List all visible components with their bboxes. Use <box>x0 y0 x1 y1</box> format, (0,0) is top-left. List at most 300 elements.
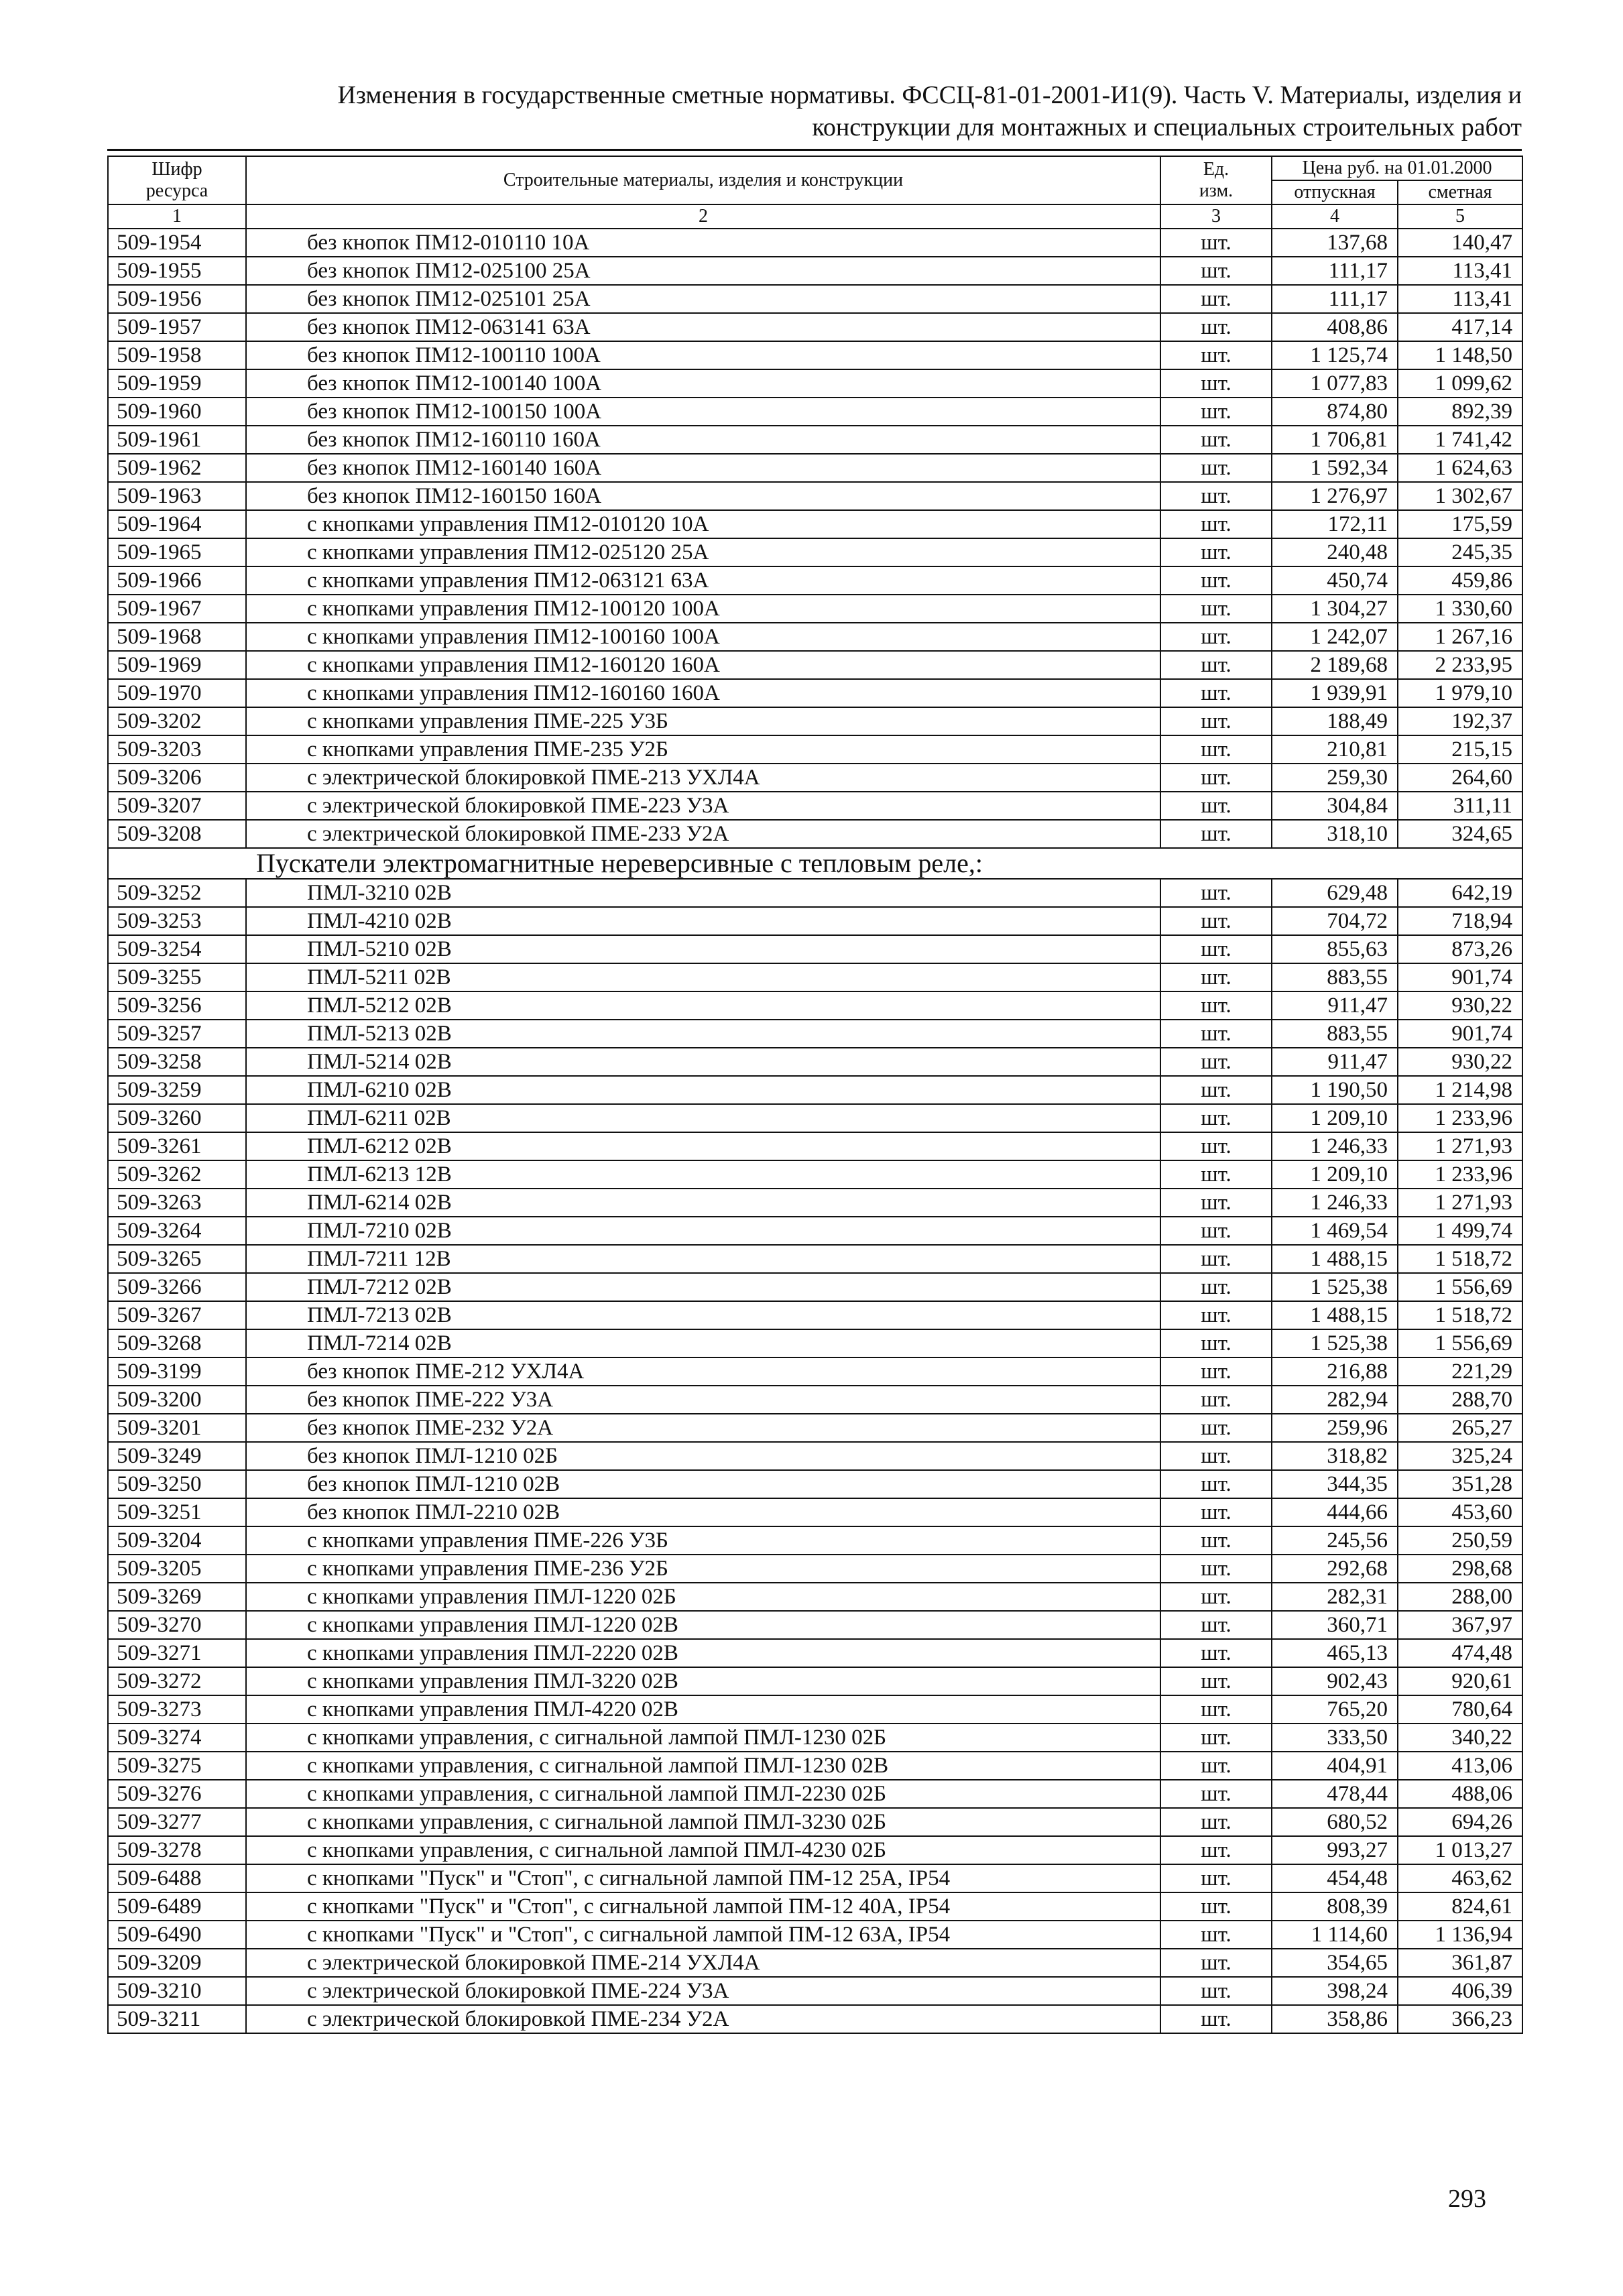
estimate-price: 1 267,16 <box>1398 623 1522 651</box>
release-price: 883,55 <box>1272 1020 1398 1048</box>
column-number: 3 <box>1160 204 1272 229</box>
estimate-price: 901,74 <box>1398 963 1522 991</box>
material-name: с кнопками управления ПМ12-063121 63А <box>246 566 1160 595</box>
release-price: 478,44 <box>1272 1780 1398 1808</box>
material-name: с кнопками управления ПМЛ-3220 02В <box>246 1667 1160 1695</box>
material-name: без кнопок ПМЕ-232 У2А <box>246 1414 1160 1442</box>
table-row <box>108 1526 1522 1555</box>
unit-cell: шт. <box>1160 1160 1272 1189</box>
resource-code: 509-3275 <box>108 1752 246 1780</box>
table-row <box>108 1273 1522 1301</box>
resource-code: 509-3261 <box>108 1132 246 1160</box>
table-row <box>108 398 1522 426</box>
estimate-price: 250,59 <box>1398 1526 1522 1555</box>
estimate-price: 192,37 <box>1398 707 1522 735</box>
table-row <box>108 1667 1522 1695</box>
release-price: 1 469,54 <box>1272 1217 1398 1245</box>
unit-cell: шт. <box>1160 1780 1272 1808</box>
price-table <box>107 156 1523 2034</box>
material-name: без кнопок ПМ12-100150 100А <box>246 398 1160 426</box>
unit-cell: шт. <box>1160 1611 1272 1639</box>
header-line-1: Изменения в государственные сметные нормативы. ФССЦ-81-01-2001-И1(9). Часть V. Материалы, изделия и <box>337 81 1522 109</box>
release-price: 172,11 <box>1272 510 1398 538</box>
table-row <box>108 313 1522 341</box>
unit-cell: шт. <box>1160 1442 1272 1470</box>
estimate-price: 1 624,63 <box>1398 454 1522 482</box>
resource-code: 509-1959 <box>108 369 246 398</box>
resource-code: 509-3210 <box>108 1977 246 2005</box>
estimate-price: 1 233,96 <box>1398 1160 1522 1189</box>
resource-code: 509-3258 <box>108 1048 246 1076</box>
unit-cell: шт. <box>1160 1357 1272 1386</box>
unit-cell: шт. <box>1160 651 1272 679</box>
material-name: без кнопок ПМЕ-222 У3А <box>246 1386 1160 1414</box>
release-price: 1 209,10 <box>1272 1160 1398 1189</box>
table-row <box>108 991 1522 1020</box>
release-price: 245,56 <box>1272 1526 1398 1555</box>
release-price: 188,49 <box>1272 707 1398 735</box>
estimate-price: 1 099,62 <box>1398 369 1522 398</box>
estimate-price: 288,00 <box>1398 1583 1522 1611</box>
estimate-price: 1 302,67 <box>1398 482 1522 510</box>
resource-code: 509-3273 <box>108 1695 246 1724</box>
table-row <box>108 907 1522 935</box>
header-line-2: конструкции для монтажных и специальных строительных работ <box>812 113 1522 141</box>
release-price: 454,48 <box>1272 1864 1398 1892</box>
release-price: 398,24 <box>1272 1977 1398 2005</box>
head-price: Цена руб. на 01.01.2000 <box>1272 156 1522 180</box>
release-price: 1 246,33 <box>1272 1132 1398 1160</box>
estimate-price: 417,14 <box>1398 313 1522 341</box>
release-price: 2 189,68 <box>1272 651 1398 679</box>
material-name: с кнопками управления ПМЕ-236 У2Б <box>246 1555 1160 1583</box>
unit-cell: шт. <box>1160 510 1272 538</box>
resource-code: 509-3263 <box>108 1189 246 1217</box>
resource-code: 509-3249 <box>108 1442 246 1470</box>
estimate-price: 288,70 <box>1398 1386 1522 1414</box>
table-row <box>108 707 1522 735</box>
release-price: 902,43 <box>1272 1667 1398 1695</box>
release-price: 704,72 <box>1272 907 1398 935</box>
estimate-price: 1 136,94 <box>1398 1921 1522 1949</box>
table-row <box>108 935 1522 963</box>
table-row <box>108 1611 1522 1639</box>
unit-cell: шт. <box>1160 1526 1272 1555</box>
table-row <box>108 1414 1522 1442</box>
estimate-price: 1 233,96 <box>1398 1104 1522 1132</box>
resource-code: 509-3207 <box>108 792 246 820</box>
unit-cell: шт. <box>1160 820 1272 848</box>
material-name: с электрической блокировкой ПМЕ-213 УХЛ4А <box>246 764 1160 792</box>
table-row <box>108 369 1522 398</box>
table-body-1 <box>108 229 1522 848</box>
material-name: без кнопок ПМ12-010110 10А <box>246 229 1160 257</box>
material-name: с кнопками управления, с сигнальной лампой ПМЛ-3230 02Б <box>246 1808 1160 1836</box>
release-price: 465,13 <box>1272 1639 1398 1667</box>
table-row <box>108 285 1522 313</box>
resource-code: 509-3256 <box>108 991 246 1020</box>
unit-cell: шт. <box>1160 229 1272 257</box>
release-price: 911,47 <box>1272 991 1398 1020</box>
release-price: 137,68 <box>1272 229 1398 257</box>
resource-code: 509-3265 <box>108 1245 246 1273</box>
unit-cell: шт. <box>1160 1836 1272 1864</box>
table-row <box>108 1555 1522 1583</box>
resource-code: 509-1962 <box>108 454 246 482</box>
resource-code: 509-3272 <box>108 1667 246 1695</box>
release-price: 318,82 <box>1272 1442 1398 1470</box>
resource-code: 509-1970 <box>108 679 246 707</box>
unit-cell: шт. <box>1160 1921 1272 1949</box>
estimate-price: 1 556,69 <box>1398 1273 1522 1301</box>
table-row <box>108 1639 1522 1667</box>
table-row <box>108 1808 1522 1836</box>
unit-cell: шт. <box>1160 1752 1272 1780</box>
estimate-price: 298,68 <box>1398 1555 1522 1583</box>
material-name: ПМЛ-6214 02В <box>246 1189 1160 1217</box>
table-row <box>108 1217 1522 1245</box>
material-name: без кнопок ПМ12-025101 25А <box>246 285 1160 313</box>
release-price: 304,84 <box>1272 792 1398 820</box>
material-name: ПМЛ-5213 02В <box>246 1020 1160 1048</box>
material-name: без кнопок ПМ12-100140 100А <box>246 369 1160 398</box>
release-price: 1 304,27 <box>1272 595 1398 623</box>
resource-code: 509-1957 <box>108 313 246 341</box>
release-price: 333,50 <box>1272 1724 1398 1752</box>
release-price: 883,55 <box>1272 963 1398 991</box>
estimate-price: 930,22 <box>1398 991 1522 1020</box>
table-head <box>108 156 1522 229</box>
release-price: 1 939,91 <box>1272 679 1398 707</box>
estimate-price: 1 271,93 <box>1398 1189 1522 1217</box>
material-name: с кнопками управления ПМЕ-235 У2Б <box>246 735 1160 764</box>
material-name: ПМЛ-7214 02В <box>246 1329 1160 1357</box>
table-row <box>108 679 1522 707</box>
material-name: с кнопками управления, с сигнальной лампой ПМЛ-2230 02Б <box>246 1780 1160 1808</box>
unit-cell: шт. <box>1160 482 1272 510</box>
material-name: ПМЛ-7213 02В <box>246 1301 1160 1329</box>
unit-cell: шт. <box>1160 1724 1272 1752</box>
unit-cell: шт. <box>1160 341 1272 369</box>
resource-code: 509-3257 <box>108 1020 246 1048</box>
unit-cell: шт. <box>1160 1949 1272 1977</box>
table-row <box>108 2005 1522 2033</box>
table-row <box>108 623 1522 651</box>
material-name: с кнопками "Пуск" и "Стоп", с сигнальной лампой ПМ-12 40А, IP54 <box>246 1892 1160 1921</box>
resource-code: 509-3205 <box>108 1555 246 1583</box>
material-name: без кнопок ПМЛ-1210 02Б <box>246 1442 1160 1470</box>
resource-code: 509-6490 <box>108 1921 246 1949</box>
release-price: 259,30 <box>1272 764 1398 792</box>
unit-cell: шт. <box>1160 285 1272 313</box>
resource-code: 509-3277 <box>108 1808 246 1836</box>
resource-code: 509-3211 <box>108 2005 246 2033</box>
release-price: 1 246,33 <box>1272 1189 1398 1217</box>
material-name: с кнопками управления ПМ12-100160 100А <box>246 623 1160 651</box>
material-name: без кнопок ПМ12-160110 160А <box>246 426 1160 454</box>
estimate-price: 892,39 <box>1398 398 1522 426</box>
estimate-price: 324,65 <box>1398 820 1522 848</box>
estimate-price: 453,60 <box>1398 1498 1522 1526</box>
material-name: без кнопок ПМ12-160140 160А <box>246 454 1160 482</box>
release-price: 1 242,07 <box>1272 623 1398 651</box>
unit-cell: шт. <box>1160 792 1272 820</box>
material-name: без кнопок ПМЛ-1210 02В <box>246 1470 1160 1498</box>
table-row <box>108 1498 1522 1526</box>
estimate-price: 463,62 <box>1398 1864 1522 1892</box>
material-name: ПМЛ-5214 02В <box>246 1048 1160 1076</box>
estimate-price: 113,41 <box>1398 285 1522 313</box>
estimate-price: 920,61 <box>1398 1667 1522 1695</box>
material-name: ПМЛ-6211 02В <box>246 1104 1160 1132</box>
estimate-price: 1 214,98 <box>1398 1076 1522 1104</box>
estimate-price: 718,94 <box>1398 907 1522 935</box>
estimate-price: 1 518,72 <box>1398 1301 1522 1329</box>
release-price: 855,63 <box>1272 935 1398 963</box>
table-row <box>108 1386 1522 1414</box>
estimate-price: 221,29 <box>1398 1357 1522 1386</box>
head-code: Шифр ресурса <box>108 156 246 204</box>
unit-cell: шт. <box>1160 735 1272 764</box>
release-price: 1 592,34 <box>1272 454 1398 482</box>
unit-cell: шт. <box>1160 398 1272 426</box>
estimate-price: 1 741,42 <box>1398 426 1522 454</box>
resource-code: 509-3253 <box>108 907 246 935</box>
column-number: 1 <box>108 204 246 229</box>
material-name: с кнопками управления ПМЕ-226 У3Б <box>246 1526 1160 1555</box>
resource-code: 509-1960 <box>108 398 246 426</box>
estimate-price: 1 271,93 <box>1398 1132 1522 1160</box>
release-price: 1 209,10 <box>1272 1104 1398 1132</box>
material-name: с кнопками управления ПМ12-160160 160А <box>246 679 1160 707</box>
estimate-price: 325,24 <box>1398 1442 1522 1470</box>
release-price: 1 077,83 <box>1272 369 1398 398</box>
resource-code: 509-3271 <box>108 1639 246 1667</box>
material-name: с кнопками управления ПМЛ-1220 02Б <box>246 1583 1160 1611</box>
release-price: 240,48 <box>1272 538 1398 566</box>
estimate-price: 245,35 <box>1398 538 1522 566</box>
resource-code: 509-1965 <box>108 538 246 566</box>
material-name: с кнопками управления ПМЛ-1220 02В <box>246 1611 1160 1639</box>
release-price: 1 488,15 <box>1272 1301 1398 1329</box>
estimate-price: 265,27 <box>1398 1414 1522 1442</box>
estimate-price: 474,48 <box>1398 1639 1522 1667</box>
resource-code: 509-3264 <box>108 1217 246 1245</box>
table-row <box>108 1442 1522 1470</box>
resource-code: 509-1956 <box>108 285 246 313</box>
table-row <box>108 1020 1522 1048</box>
unit-cell: шт. <box>1160 1695 1272 1724</box>
resource-code: 509-1961 <box>108 426 246 454</box>
material-name: с электрической блокировкой ПМЕ-223 У3А <box>246 792 1160 820</box>
estimate-price: 406,39 <box>1398 1977 1522 2005</box>
table-body-2 <box>108 879 1522 2033</box>
estimate-price: 140,47 <box>1398 229 1522 257</box>
unit-cell: шт. <box>1160 1977 1272 2005</box>
table-row <box>108 1864 1522 1892</box>
unit-cell: шт. <box>1160 1386 1272 1414</box>
unit-cell: шт. <box>1160 991 1272 1020</box>
release-price: 358,86 <box>1272 2005 1398 2033</box>
release-price: 1 190,50 <box>1272 1076 1398 1104</box>
table-row <box>108 651 1522 679</box>
resource-code: 509-1964 <box>108 510 246 538</box>
table-row <box>108 1780 1522 1808</box>
resource-code: 509-3268 <box>108 1329 246 1357</box>
table-row <box>108 1245 1522 1273</box>
table-row <box>108 792 1522 820</box>
release-price: 444,66 <box>1272 1498 1398 1526</box>
resource-code: 509-1955 <box>108 257 246 285</box>
release-price: 259,96 <box>1272 1414 1398 1442</box>
resource-code: 509-1966 <box>108 566 246 595</box>
material-name: ПМЛ-4210 02В <box>246 907 1160 935</box>
table-row <box>108 482 1522 510</box>
resource-code: 509-6488 <box>108 1864 246 1892</box>
estimate-price: 642,19 <box>1398 879 1522 907</box>
table-row <box>108 1695 1522 1724</box>
material-name: без кнопок ПМ12-160150 160А <box>246 482 1160 510</box>
material-name: с электрической блокировкой ПМЕ-214 УХЛ4А <box>246 1949 1160 1977</box>
resource-code: 509-1954 <box>108 229 246 257</box>
material-name: с кнопками управления ПМ12-025120 25А <box>246 538 1160 566</box>
resource-code: 509-3269 <box>108 1583 246 1611</box>
material-name: ПМЛ-7211 12В <box>246 1245 1160 1273</box>
unit-cell: шт. <box>1160 454 1272 482</box>
estimate-price: 311,11 <box>1398 792 1522 820</box>
table-row <box>108 341 1522 369</box>
release-price: 765,20 <box>1272 1695 1398 1724</box>
estimate-price: 1 518,72 <box>1398 1245 1522 1273</box>
material-name: с электрической блокировкой ПМЕ-233 У2А <box>246 820 1160 848</box>
table-row <box>108 1752 1522 1780</box>
resource-code: 509-3202 <box>108 707 246 735</box>
resource-code: 509-1969 <box>108 651 246 679</box>
release-price: 911,47 <box>1272 1048 1398 1076</box>
release-price: 993,27 <box>1272 1836 1398 1864</box>
estimate-price: 824,61 <box>1398 1892 1522 1921</box>
estimate-price: 366,23 <box>1398 2005 1522 2033</box>
table-row <box>108 454 1522 482</box>
table-row <box>108 1132 1522 1160</box>
material-name: с кнопками управления ПМЛ-4220 02В <box>246 1695 1160 1724</box>
estimate-price: 780,64 <box>1398 1695 1522 1724</box>
table-row <box>108 229 1522 257</box>
table-row <box>108 1892 1522 1921</box>
unit-cell: шт. <box>1160 707 1272 735</box>
release-price: 111,17 <box>1272 257 1398 285</box>
material-name: ПМЛ-3210 02В <box>246 879 1160 907</box>
material-name: с кнопками управления ПМЛ-2220 02В <box>246 1639 1160 1667</box>
release-price: 354,65 <box>1272 1949 1398 1977</box>
unit-cell: шт. <box>1160 1808 1272 1836</box>
release-price: 216,88 <box>1272 1357 1398 1386</box>
material-name: ПМЛ-6212 02В <box>246 1132 1160 1160</box>
unit-cell: шт. <box>1160 538 1272 566</box>
section-body <box>108 848 1522 879</box>
section-row <box>108 848 1522 879</box>
release-price: 292,68 <box>1272 1555 1398 1583</box>
unit-cell: шт. <box>1160 1132 1272 1160</box>
resource-code: 509-3209 <box>108 1949 246 1977</box>
unit-cell: шт. <box>1160 1329 1272 1357</box>
material-name: с кнопками управления, с сигнальной лампой ПМЛ-1230 02В <box>246 1752 1160 1780</box>
header-rule <box>107 149 1522 151</box>
resource-code: 509-3278 <box>108 1836 246 1864</box>
release-price: 344,35 <box>1272 1470 1398 1498</box>
section-title: Пускатели электромагнитные нереверсивные с тепловым реле,: <box>108 848 1522 879</box>
unit-cell: шт. <box>1160 1104 1272 1132</box>
estimate-price: 901,74 <box>1398 1020 1522 1048</box>
estimate-price: 361,87 <box>1398 1949 1522 1977</box>
resource-code: 509-1963 <box>108 482 246 510</box>
resource-code: 509-3200 <box>108 1386 246 1414</box>
column-number: 5 <box>1398 204 1522 229</box>
resource-code: 509-3266 <box>108 1273 246 1301</box>
table-row <box>108 1977 1522 2005</box>
unit-cell: шт. <box>1160 313 1272 341</box>
table-row <box>108 1583 1522 1611</box>
unit-cell: шт. <box>1160 1273 1272 1301</box>
release-price: 1 525,38 <box>1272 1273 1398 1301</box>
resource-code: 509-3260 <box>108 1104 246 1132</box>
head-estimate: сметная <box>1398 180 1522 204</box>
resource-code: 509-3254 <box>108 935 246 963</box>
unit-cell: шт. <box>1160 1892 1272 1921</box>
estimate-price: 1 148,50 <box>1398 341 1522 369</box>
unit-cell: шт. <box>1160 1470 1272 1498</box>
table-row <box>108 1160 1522 1189</box>
unit-cell: шт. <box>1160 907 1272 935</box>
unit-cell: шт. <box>1160 1048 1272 1076</box>
estimate-price: 2 233,95 <box>1398 651 1522 679</box>
table-row <box>108 879 1522 907</box>
resource-code: 509-3255 <box>108 963 246 991</box>
table-row <box>108 1470 1522 1498</box>
material-name: ПМЛ-5211 02В <box>246 963 1160 991</box>
resource-code: 509-3252 <box>108 879 246 907</box>
release-price: 1 525,38 <box>1272 1329 1398 1357</box>
column-numbers <box>108 204 1522 229</box>
resource-code: 509-3208 <box>108 820 246 848</box>
estimate-price: 264,60 <box>1398 764 1522 792</box>
estimate-price: 351,28 <box>1398 1470 1522 1498</box>
table-row <box>108 1104 1522 1132</box>
material-name: с кнопками "Пуск" и "Стоп", с сигнальной лампой ПМ-12 25А, IP54 <box>246 1864 1160 1892</box>
release-price: 360,71 <box>1272 1611 1398 1639</box>
resource-code: 509-1968 <box>108 623 246 651</box>
estimate-price: 340,22 <box>1398 1724 1522 1752</box>
table-row <box>108 426 1522 454</box>
unit-cell: шт. <box>1160 1639 1272 1667</box>
unit-cell: шт. <box>1160 1020 1272 1048</box>
unit-cell: шт. <box>1160 1555 1272 1583</box>
unit-cell: шт. <box>1160 1217 1272 1245</box>
table-row <box>108 257 1522 285</box>
resource-code: 509-1958 <box>108 341 246 369</box>
release-price: 1 125,74 <box>1272 341 1398 369</box>
estimate-price: 488,06 <box>1398 1780 1522 1808</box>
resource-code: 509-6489 <box>108 1892 246 1921</box>
estimate-price: 215,15 <box>1398 735 1522 764</box>
resource-code: 509-3204 <box>108 1526 246 1555</box>
resource-code: 509-3262 <box>108 1160 246 1189</box>
table-row <box>108 538 1522 566</box>
release-price: 282,31 <box>1272 1583 1398 1611</box>
page-header <box>107 79 1522 143</box>
estimate-price: 873,26 <box>1398 935 1522 963</box>
release-price: 450,74 <box>1272 566 1398 595</box>
